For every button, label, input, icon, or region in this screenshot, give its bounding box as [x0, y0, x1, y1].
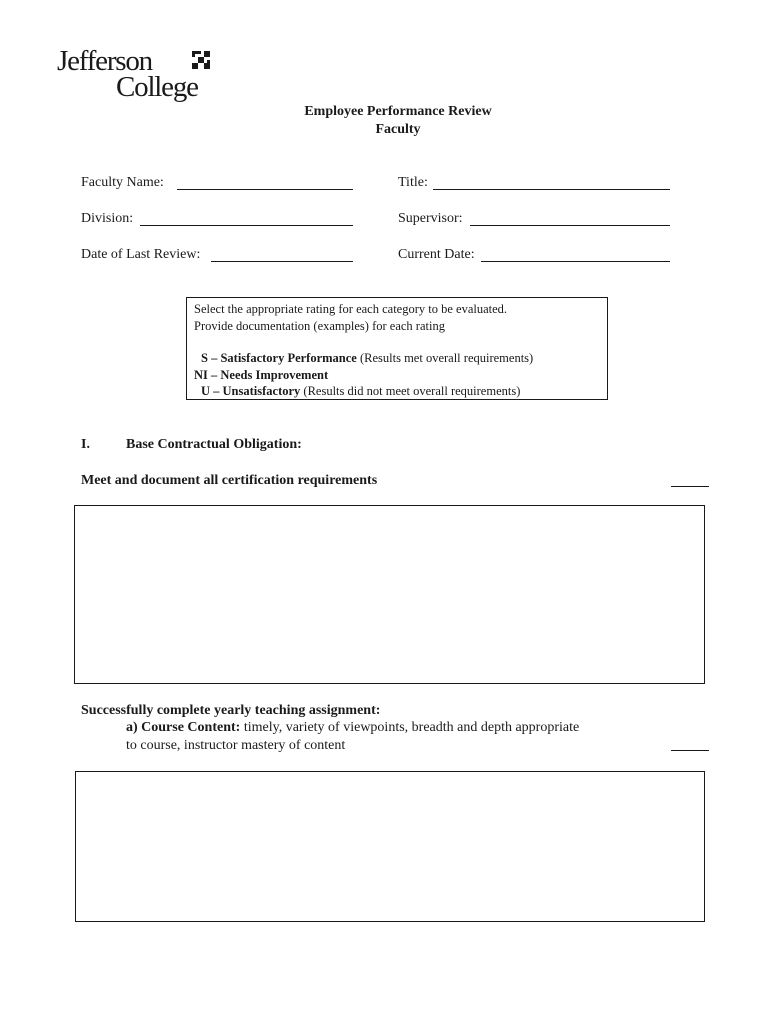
certification-rating-field[interactable] [671, 486, 709, 487]
instruction-line-1: Select the appropriate rating for each category to be evaluated. [194, 302, 508, 316]
certification-requirement-label: Meet and document all certification requirements [81, 473, 378, 488]
logo-text-line2: College [116, 71, 198, 103]
current-date-field[interactable] [481, 261, 670, 262]
checkerboard-logo-icon [192, 51, 210, 69]
date-last-review-label: Date of Last Review: [81, 247, 201, 262]
title-field[interactable] [433, 189, 670, 190]
instruction-line-2: Provide documentation (examples) for each rating [194, 318, 445, 333]
division-label: Division: [81, 211, 134, 226]
rating-needs-improvement: NI – Needs Improvement [194, 367, 329, 382]
current-date-label: Current Date: [398, 247, 475, 262]
supervisor-field[interactable] [470, 225, 670, 226]
teaching-assignment-label: Successfully complete yearly teaching assignment: [81, 703, 381, 718]
page-title: Employee Performance Review [304, 104, 492, 119]
course-content-label-line2: to course, instructor mastery of content [126, 738, 346, 753]
logo-text-line1: Jefferson [57, 45, 152, 77]
course-content-rating-field[interactable] [671, 750, 709, 751]
supervisor-label: Supervisor: [398, 211, 463, 226]
faculty-name-field[interactable] [177, 189, 353, 190]
faculty-name-label: Faculty Name: [81, 175, 164, 190]
rating-satisfactory: S – Satisfactory Performance (Results met overall requirements) [201, 351, 534, 365]
division-field[interactable] [140, 225, 353, 226]
rating-unsatisfactory: U – Unsatisfactory (Results did not meet overall requirements) [201, 384, 521, 398]
course-content-label: a) Course Content: timely, variety of viewpoints, breadth and depth appropriate [126, 720, 580, 735]
rating-instructions-box [186, 297, 608, 400]
page-subtitle: Faculty [375, 122, 421, 137]
section-title: Base Contractual Obligation: [126, 437, 302, 452]
title-label: Title: [398, 175, 428, 190]
date-last-review-field[interactable] [211, 261, 353, 262]
college-logo [57, 44, 207, 104]
section-number: I. [81, 437, 90, 452]
course-content-documentation-box[interactable] [75, 771, 705, 922]
certification-documentation-box[interactable] [74, 505, 705, 684]
